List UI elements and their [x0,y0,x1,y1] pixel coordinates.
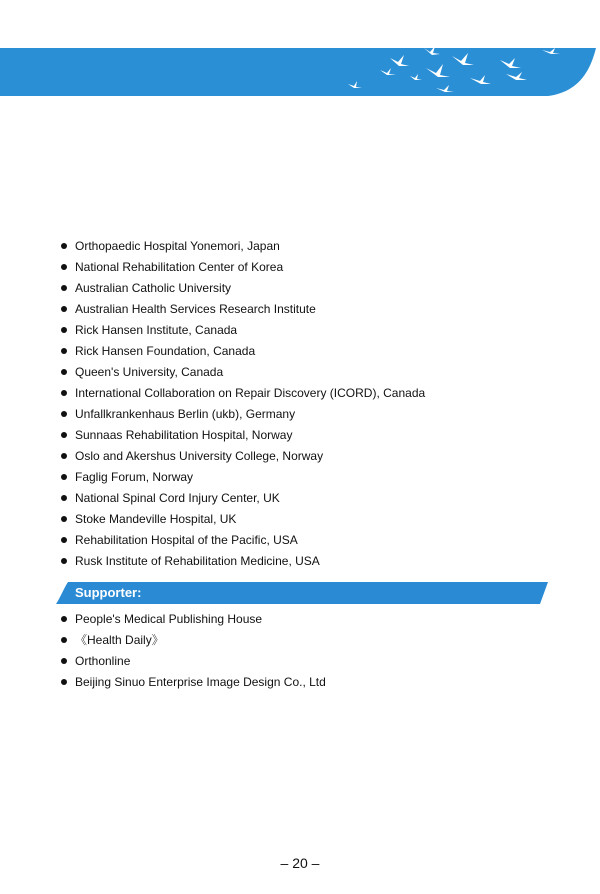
bullet-icon [61,558,67,564]
list-item-text: People's Medical Publishing House [75,612,263,626]
list-item-text: Orthopaedic Hospital Yonemori, Japan [75,239,280,253]
list-item-text: Oslo and Akershus University College, Norway [75,449,324,463]
bullet-icon [61,474,67,480]
list-item-text: Queen's University, Canada [75,365,224,379]
list-item-text: Rehabilitation Hospital of the Pacific, USA [75,533,298,547]
list-item [58,299,425,320]
bullet-icon [61,495,67,501]
list-item [58,509,425,530]
bullet-icon [61,411,67,417]
list-item [58,530,425,551]
bullet-icon [61,306,67,312]
bullet-icon [61,369,67,375]
list-item [58,404,425,425]
supporter-list [58,609,326,693]
bullet-icon [61,453,67,459]
banner-shape [0,48,596,96]
list-item-text: Australian Catholic University [75,281,232,295]
list-item [58,236,425,257]
list-item [58,651,326,672]
list-item-text: Sunnaas Rehabilitation Hospital, Norway [75,428,293,442]
list-item [58,257,425,278]
list-item-text: 《Health Daily》 [75,633,164,647]
bullet-icon [61,658,67,664]
supporter-heading: Supporter: [75,585,142,600]
bullet-icon [61,432,67,438]
list-item [58,446,425,467]
list-item [58,488,425,509]
list-item [58,672,326,693]
list-item [58,362,425,383]
bullet-icon [61,348,67,354]
list-item-text: National Spinal Cord Injury Center, UK [75,491,280,505]
bullet-icon [61,637,67,643]
list-item-text: Faglig Forum, Norway [75,470,194,484]
page-number: – 20 – [280,855,320,871]
bullet-icon [61,243,67,249]
bullet-icon [61,327,67,333]
list-item-text: Australian Health Services Research Institute [75,302,316,316]
list-item [58,383,425,404]
bullet-icon [61,537,67,543]
list-item-text: Rusk Institute of Rehabilitation Medicine, USA [75,554,320,568]
list-item [58,630,326,651]
list-item-text: Unfallkrankenhaus Berlin (ukb), Germany [75,407,296,421]
list-item-text: Beijing Sinuo Enterprise Image Design Co., Ltd [75,675,326,689]
list-item-text: Rick Hansen Foundation, Canada [75,344,256,358]
list-item [58,278,425,299]
list-item [58,609,326,630]
list-item-text: Rick Hansen Institute, Canada [75,323,238,337]
list-item-text: National Rehabilitation Center of Korea [75,260,284,274]
bullet-icon [61,679,67,685]
bullet-icon [61,516,67,522]
bullet-icon [61,285,67,291]
list-item-text: International Collaboration on Repair Discovery (ICORD), Canada [75,386,426,400]
bullet-icon [61,264,67,270]
list-item [58,320,425,341]
list-item [58,425,425,446]
list-item [58,551,425,572]
list-item [58,341,425,362]
header-banner [0,0,600,110]
bullet-icon [61,616,67,622]
list-item-text: Stoke Mandeville Hospital, UK [75,512,237,526]
list-item [58,467,425,488]
organization-list [58,236,425,572]
list-item-text: Orthonline [75,654,131,668]
bullet-icon [61,390,67,396]
